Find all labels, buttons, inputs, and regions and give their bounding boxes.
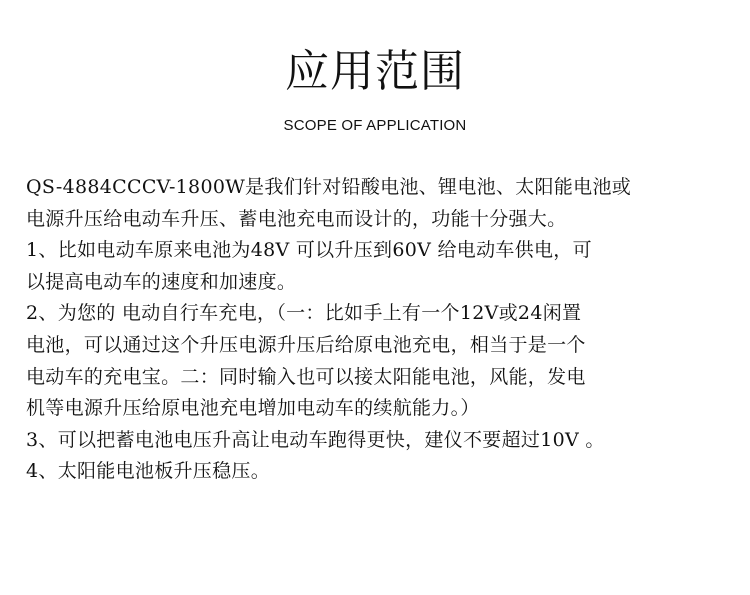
text-line: QS-4884CCCV-1800W是我们针对铅酸电池、锂电池、太阳能电池或	[26, 176, 632, 198]
text-line: 电池，可以通过这个升压电源升压后给原电池充电，相当于是一个	[26, 333, 586, 356]
text-line: 以提高电动车的速度和加速度。	[26, 270, 297, 293]
text-line: 电动车的充电宝。二：同时输入也可以接太阳能电池，风能，发电	[26, 365, 586, 388]
page-title: 应用范围	[285, 46, 465, 97]
text-line: 电源升压给电动车升压、蓄电池充电而设计的，功能十分强大。	[26, 207, 567, 230]
text-line: 1、比如电动车原来电池为48V 可以升压到60V 给电动车供电，可	[26, 239, 592, 262]
text-line: 机等电源升压给原电池充电增加电动车的续航能力。）	[26, 397, 480, 420]
text-line: 4、太阳能电池板升压稳压。	[26, 460, 270, 483]
page-subtitle: SCOPE OF APPLICATION	[283, 117, 467, 134]
text-line: 3、可以把蓄电池电压升高让电动车跑得更快，建仪不要超过10V 。	[26, 428, 605, 451]
text-line: 2、为您的 电动自行车充电，（一：比如手上有一个12V或24闲置	[26, 302, 582, 325]
description-text	[26, 172, 740, 488]
